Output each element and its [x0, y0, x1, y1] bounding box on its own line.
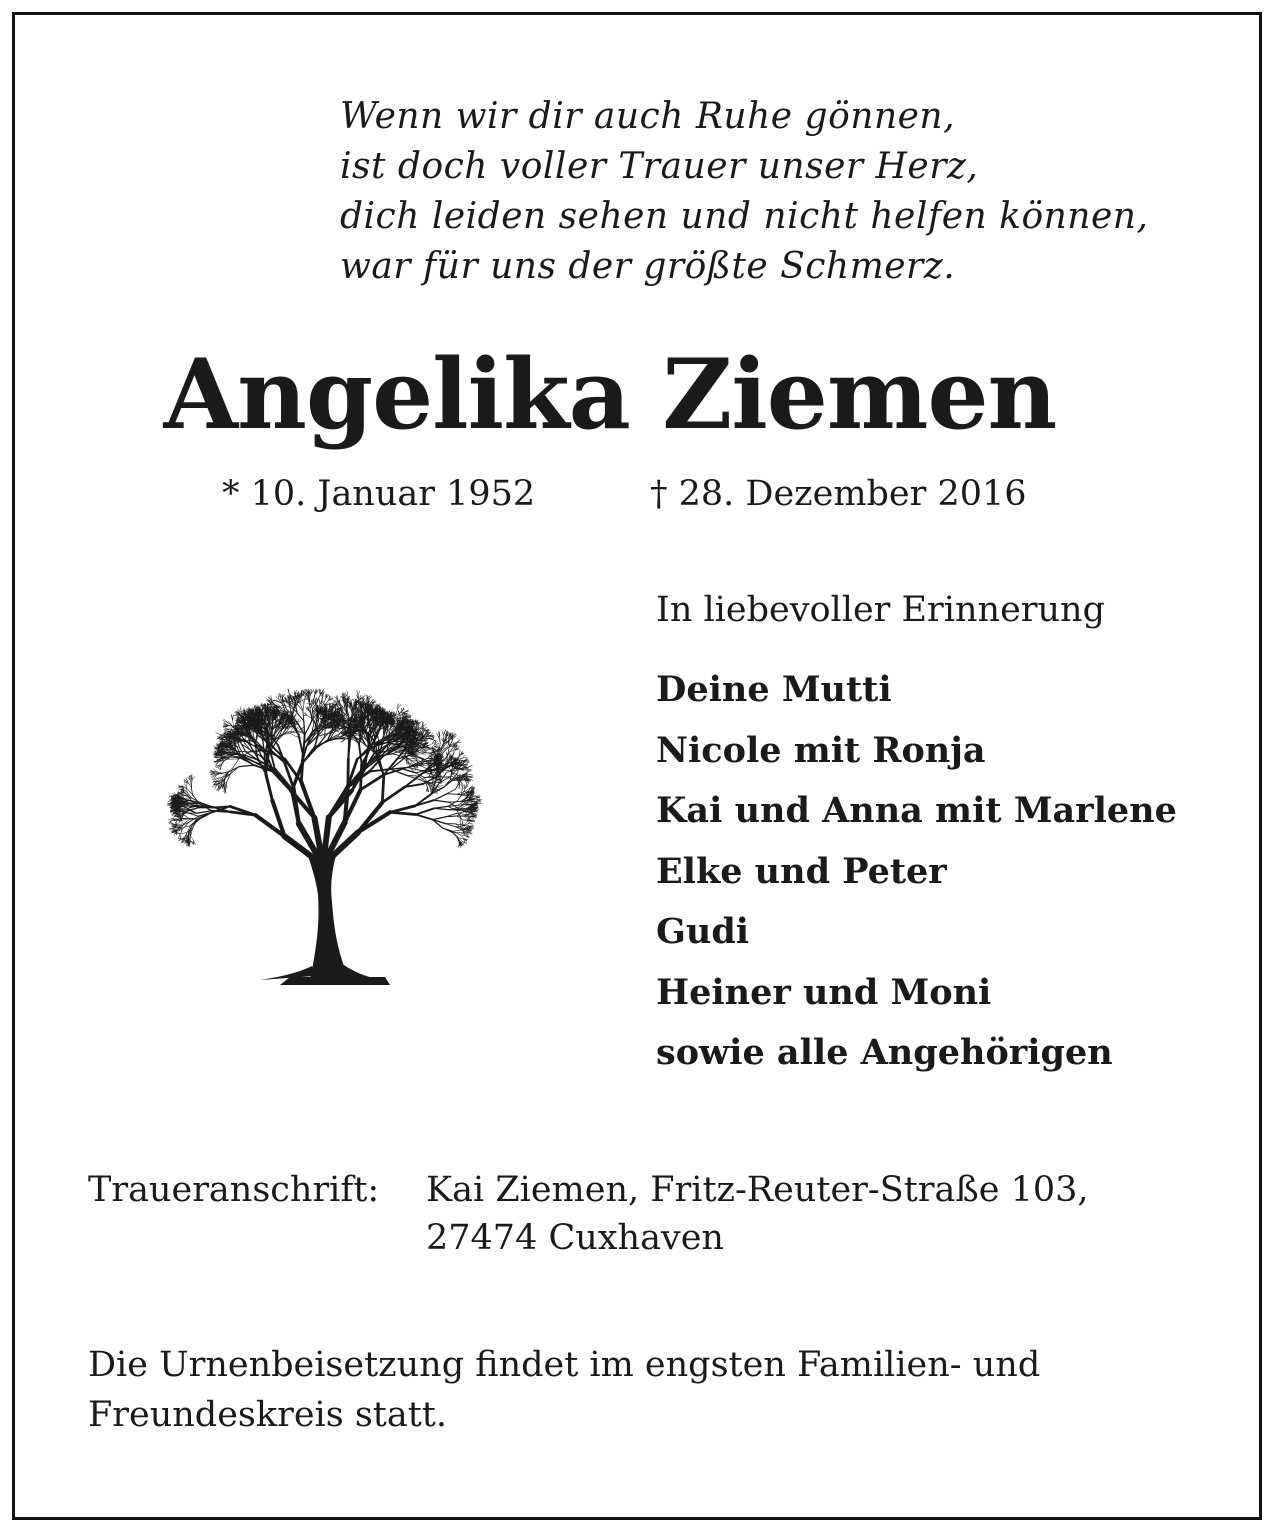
mourner-name: Elke und Peter: [656, 850, 947, 892]
mourner-name: sowie alle Angehörigen: [656, 1032, 1113, 1073]
deceased-name: Angelika Ziemen: [163, 338, 1057, 451]
mourner-name: Deine Mutti: [656, 669, 892, 710]
burial-note-line: Freundeskreis statt.: [88, 1395, 447, 1435]
birth-date: * 10. Januar 1952: [222, 474, 536, 514]
address-line2: 27474 Cuxhaven: [426, 1218, 724, 1258]
burial-note-line: Die Urnenbeisetzung findet im engsten Familien- und: [88, 1345, 1041, 1385]
poem-line: dich leiden sehen und nicht helfen können,: [340, 196, 1149, 237]
mourners-list: [656, 660, 1177, 1084]
mourner-name: Heiner und Moni: [656, 971, 992, 1013]
mourner-name: Gudi: [656, 911, 750, 952]
poem-line: ist doch voller Trauer unser Herz,: [340, 146, 979, 187]
poem-line: Wenn wir dir auch Ruhe gönnen,: [340, 96, 956, 137]
address-label: Traueranschrift:: [88, 1170, 380, 1210]
death-date: † 28. Dezember 2016: [650, 474, 1027, 514]
burial-note: [88, 1340, 1198, 1440]
poem: [340, 92, 1220, 292]
mourning-address: [88, 1166, 1089, 1262]
mourner-name: Kai und Anna mit Marlene: [656, 790, 1177, 831]
poem-line: war für uns der größte Schmerz.: [340, 246, 956, 287]
mourner-name: Nicole mit Ronja: [656, 729, 986, 771]
memory-intro: In liebevoller Erinnerung: [656, 590, 1106, 630]
address-line1: Kai Ziemen, Fritz-Reuter-Straße 103,: [426, 1170, 1089, 1210]
tree-icon: [140, 680, 510, 990]
